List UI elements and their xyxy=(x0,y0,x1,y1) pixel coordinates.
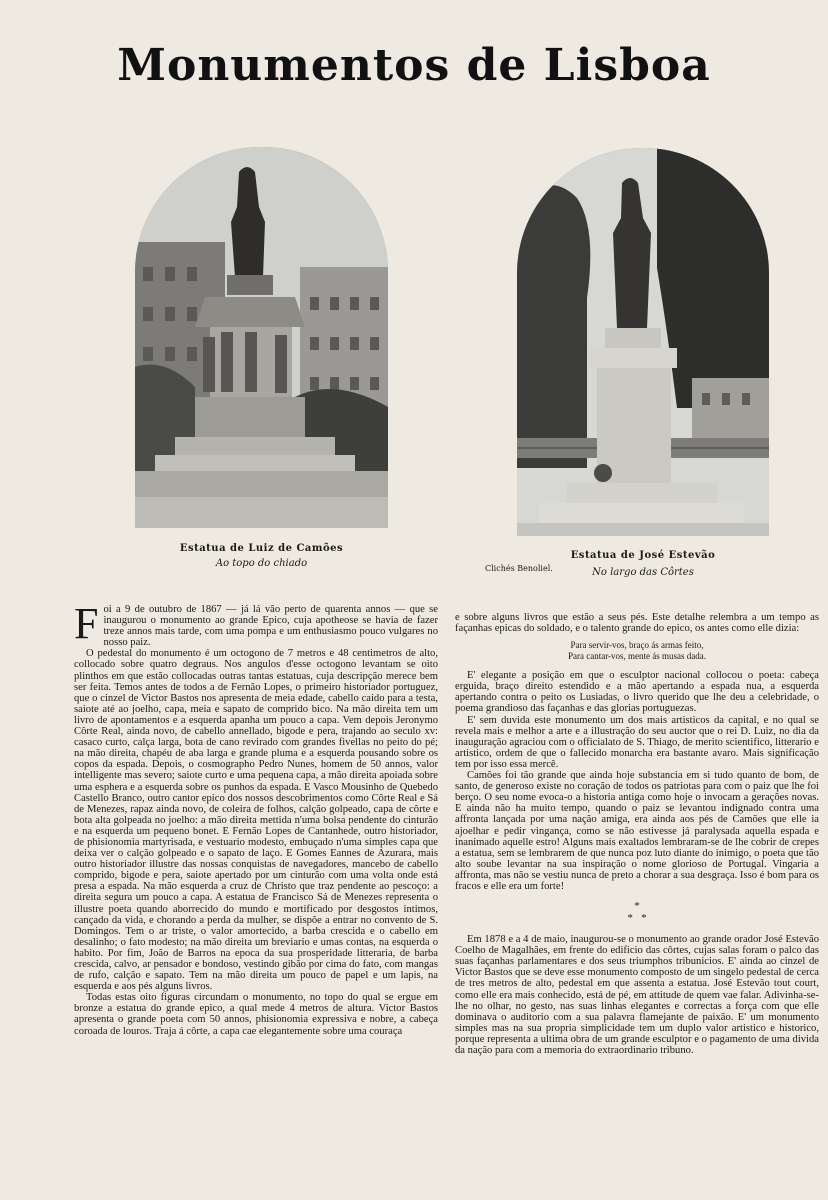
article-paragraph-2: O pedestal do monumento é um octogono de 7 metros e 48 centimetros de alto, collocado sobre quatro degraus. Nos angulos d'esse octogono levantam se oito plinthos em que estão collocadas outras tantas estatuas, cuja descripção merece bem ser feita. Temos antes de todos a de Fernão Lopes, o primeiro historiador portuguez, que o cinzel de Victor Bastos nos apresenta de meia edade, cabello caido para a testa, saiote até ao joelho, capa, meia e sapato de comprido bico. Na mão direita tem um livro de apontamentos e a esquerda apanha um pouco a capa. Vem depois Jeronymo Côrte Real, ainda novo, de cabello annellado, bigode e pera, trajando ao seculo xv: casaco curto, calça larga, bota de cano revirado com grandes fivellas no peito do pé; na mão direita, chapéu de aba larga e grande pluma e a esquerda pousando sobre os copos da espada. Depois, o cosmographo Pedro Nunes, homem de 50 annos, valor intelligente mas severo; saiote curto e uma pequena capa, a mão direita apoiada sobre uma esphera e a esquerda sobre os punhos da espada. E Vasco Mousinho de Quebedo Castello Branco, outro cantor epico dos nossos descobrimentos como Côrte Real e Sá de Menezes, rapaz ainda novo, de coleira de folhos, calção golpeado, capa de côrte e bota alta golpeada no joelho: a mão direita mettida n'uma bolsa pendente do cinturão e na esquerda um pequeno bonet. E Fernão Lopes de Cantanhede, outro historiador, de phisionomia martyrisada, e vestuario modesto, embuçado n'uma simples capa que deixa ver o calção golpeado e o sapato de laço. E Gomes Eannes de Azurara, mais outro historiador illustre das nossas conquistas de navegadores, mancebo de cabello comprido, bigode e pera, saiote apertado por um cinturão com uma volta onde está presa a espada. Na mão esquerda a cruz de Christo que traz pendente ao pescoço: a direita segura um pouco a capa. A estatua de Francisco Sá de Menezes representa o illustre poeta quando aborrecido do mundo e mortificado por desgostos intimos, cançado da vida, e chorando a perda da mulher, se dispõe a entrar no convento de S. Domingos. Tem o ar triste, o valor amortecido, a barba crescida e o cabello em desalinho; o fato modesto; na mão direita um breviario e umas contas, na esquerda o habito. Por fim, João de Barros na epoca da sua prosperidade litteraria, de barba crescida, calvo, ar pensador e bondoso, vestindo gibão por cima do fato, com mangas de rufo, calção e sapato. Tem na mão direita um pouco de papel e um lapis, na esquerda e aos pés alguns livros. xyxy=(74,648,438,993)
verse-quote xyxy=(455,640,819,662)
jose-estevao-statue-photo xyxy=(517,148,769,536)
photo-credit: Clichés Benoliel. xyxy=(485,564,553,573)
camoes-statue-photo xyxy=(135,147,388,528)
article-paragraph-7: Em 1878 e a 4 de maio, inaugurou-se o monumento ao grande orador José Estevão Coelho de Magalhães, em frente do edificio das côrtes, cujas salas foram o palco das suas façanhas parlamentares e dos seus triumphos tribunicios. E' ainda ao cinzel de Victor Bastos que se deve esse monumento composto de um singelo pedestal de cerca de tres metros de alto, pedestal em que assenta a estatua. José Estevão tout court, como elle era mais conhecido, está de pé, em attitude de quem vae falar. Adivinha-se-lhe no olhar, no gesto, nas suas linhas elegantes e correctas a força com que elle dominava o auditorio com a sua palavra flamejante de paixão. E' um monumento simples mas na sua propria simplicidade tem um duplo valor artistico e historico, porque representa a ultima obra de um grande esculptor e o pagamento de uma divida da nação para com a memoria do extraordinario tribuno. xyxy=(455,934,819,1056)
drop-cap: F xyxy=(74,599,99,648)
article-opening-paragraph xyxy=(74,599,438,649)
right-photo-caption: Estatua de José Estevão xyxy=(570,550,716,561)
verse-line-2: Para cantar-vos, mente ás musas dada. xyxy=(567,651,707,662)
article-paragraph-1: oi a 9 de outubro de 1867 — já lá vão perto de quarenta annos — que se inaugurou o monumento ao grande Epico, cuja apotheose se havia de fazer treze annos mais tarde, com uma pompa e um enthusiasmo pouco vulgares no nosso paiz. xyxy=(103,604,438,649)
article-paragraph-4: E' elegante a posição em que o esculptor nacional collocou o poeta: cabeça erguida, braço direito estendido e a mão apertando a espada nua, a esquerda apertando contra o peito os Lusiadas, o livro querido que lhe deu a celebridade, o poema grandioso das façanhas e das glorias portuguezas. xyxy=(455,670,819,715)
article-column-right xyxy=(455,612,819,1056)
camoes-statue-image xyxy=(135,147,388,528)
jose-estevao-statue-image xyxy=(517,148,769,536)
right-photo-subcaption: No largo das Côrtes xyxy=(592,567,694,578)
left-photo-caption: Estatua de Luiz de Camões xyxy=(179,543,344,554)
left-photo-subcaption: Ao topo do chiado xyxy=(215,558,308,569)
article-paragraph-5: E' sem duvida este monumento um dos mais artisticos da capital, e no qual se revela mais e melhor a arte e a illustração do seu auctor que o rei D. Luiz, no dia da inauguração agraciou com o officialato de S. Thiago, de merito scientifico, litterario e artistico, ordem de que o fallecido monarcha era bastante avaro. Mais significação tem por isso essa mercê. xyxy=(455,714,819,770)
article-column-left xyxy=(74,599,438,1037)
verse-line-1: Para servir-vos, braço ás armas feito, xyxy=(570,640,704,651)
article-right-intro: e sobre alguns livros que estão a seus pés. Este detalhe relembra a um tempo as façanhas epicas do soldado, e o talento grande do epico, os antes como elle dizia: xyxy=(455,612,819,635)
article-paragraph-3: Todas estas oito figuras circundam o monumento, no topo do qual se ergue em bronze a estatua do grande epico, a qual mede 4 metros de altura. Victor Bastos apresenta o grande poeta com 50 annos, phisionomia expressiva e nobre, a cabeça coroada de louros. Traja á côrte, a capa cae elegantemente sobre uma couraça xyxy=(74,992,438,1037)
page-title: Monumentos de Lisboa xyxy=(117,40,711,91)
section-separator: * * * xyxy=(627,900,647,925)
article-paragraph-6: Camões foi tão grande que ainda hoje substancia em si tudo quanto de bom, de santo, de generoso existe no coração de todos os patriotas para com o paiz que lhe foi berço. O seu nome evoca-o a historia antiga como hoje o invocam a gerações novas. E ainda não ha muito tempo, quando o paiz se levantou indignado contra uma affronta lançada por uma nação amiga, era ainda aos pés de Camões que elle ia ajoelhar e pedir vingança, como se não estivesse já paralysada aquella espada e inanimado aquelle estro! Alguns mais exaltados lembraram-se de lhe cobrir de crepes a estatua, sem se lembrarem de que nunca poz luto diante do inimigo, o poeta que tão alto soube levantar na sua inspiração o nome glorioso de Portugal. Vingaria a affronta, mas não se vestiu nunca de preto a chorar a sua desgraça. Isso é bom para os fracos e elle era um forte! xyxy=(455,770,819,892)
